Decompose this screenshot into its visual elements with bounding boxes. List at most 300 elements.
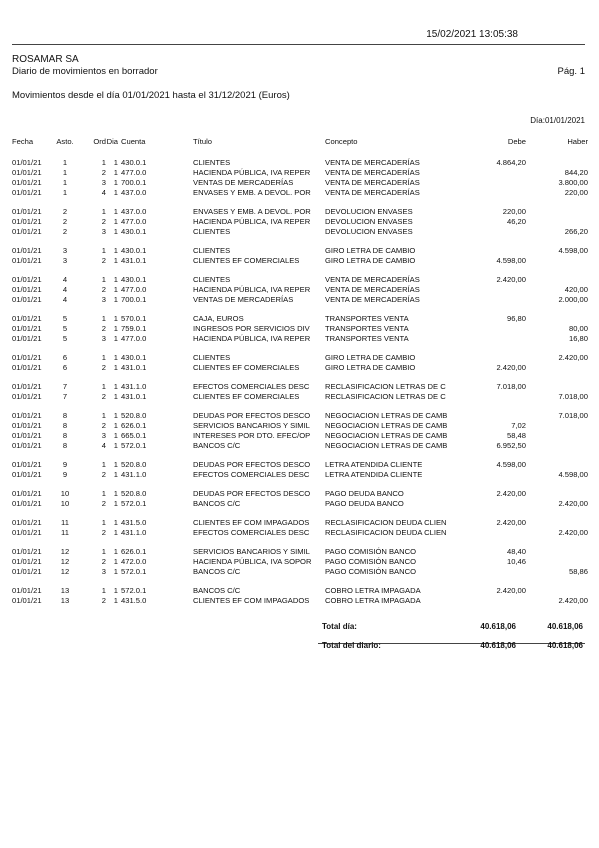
cell-debe	[466, 227, 526, 237]
cell-haber: 16,80	[568, 334, 588, 343]
table-row	[12, 246, 588, 256]
cell-orden: 2	[101, 557, 106, 566]
cell-titulo: CLIENTES	[193, 275, 231, 284]
cell-cuenta: 430.0.1	[121, 275, 147, 284]
cell-haber	[526, 314, 588, 324]
cell-concepto: DEVOLUCION ENVASES	[325, 217, 413, 226]
table-row	[12, 275, 588, 285]
cell-orden: 2	[101, 285, 106, 294]
cell-dia: 1	[113, 411, 118, 420]
table-row	[12, 285, 588, 295]
table-row	[12, 363, 588, 373]
cell-dia: 1	[113, 285, 118, 294]
page-number: Pág. 1	[557, 66, 585, 77]
cell-concepto: GIRO LETRA DE CAMBIO	[325, 246, 416, 255]
cell-haber: 2.000,00	[558, 295, 588, 304]
cell-dia: 1	[113, 547, 118, 556]
cell-titulo: EFECTOS COMERCIALES DESC	[193, 528, 310, 537]
table-row	[12, 256, 588, 266]
cell-dia: 1	[113, 557, 118, 566]
cell-fecha: 01/01/21	[12, 285, 42, 294]
cell-dia: 1	[113, 256, 118, 265]
cell-orden: 1	[101, 353, 106, 362]
entry-separator	[12, 198, 588, 207]
cell-haber: 7.018,00	[558, 392, 588, 401]
entry-separator	[12, 480, 588, 489]
cell-dia: 1	[113, 567, 118, 576]
cell-dia: 1	[113, 217, 118, 226]
cell-fecha: 01/01/21	[12, 334, 42, 343]
cell-orden: 4	[101, 441, 106, 450]
cell-haber: 3.800,00	[558, 178, 588, 187]
cell-haber: 2.420,00	[558, 528, 588, 537]
total-journal-debe: 40.618,06	[480, 641, 516, 650]
cell-cuenta: 570.0.1	[121, 314, 147, 323]
cell-orden: 1	[101, 246, 106, 255]
cell-concepto: RECLASIFICACION DEUDA CLIEN	[325, 528, 447, 537]
column-header-asto: Asto.	[56, 136, 74, 146]
cell-haber: 266,20	[564, 227, 588, 236]
cell-haber	[526, 421, 588, 431]
cell-concepto: GIRO LETRA DE CAMBIO	[325, 363, 416, 372]
cell-fecha: 01/01/21	[12, 392, 42, 401]
cell-fecha: 01/01/21	[12, 353, 42, 362]
cell-debe: 2.420,00	[496, 518, 526, 527]
cell-concepto: TRANSPORTES VENTA	[325, 314, 409, 323]
cell-asiento: 7	[62, 392, 68, 401]
cell-asiento: 1	[62, 178, 68, 187]
cell-orden: 3	[101, 567, 106, 576]
cell-titulo: CLIENTES	[193, 353, 231, 362]
cell-orden: 3	[101, 227, 106, 236]
column-header-fecha: Fecha	[12, 136, 34, 146]
cell-titulo: CAJA, EUROS	[193, 314, 244, 323]
cell-fecha: 01/01/21	[12, 178, 42, 187]
cell-titulo: BANCOS C/C	[193, 499, 241, 508]
cell-cuenta: 431.0.1	[121, 363, 147, 372]
cell-fecha: 01/01/21	[12, 207, 42, 216]
entry-separator	[12, 577, 588, 586]
cell-dia: 1	[113, 363, 118, 372]
cell-orden: 2	[101, 499, 106, 508]
cell-haber	[526, 557, 588, 567]
cell-dia: 1	[113, 518, 118, 527]
cell-concepto: NEGOCIACION LETRAS DE CAMB	[325, 421, 448, 430]
cell-cuenta: 700.0.1	[121, 295, 147, 304]
cell-debe: 4.598,00	[496, 256, 526, 265]
entry-separator	[12, 305, 588, 314]
cell-dia: 1	[113, 188, 118, 197]
cell-titulo: CLIENTES EF COMERCIALES	[193, 363, 300, 372]
cell-haber	[526, 158, 588, 168]
cell-asiento: 4	[62, 275, 68, 284]
cell-debe: 48,40	[506, 547, 526, 556]
cell-asiento: 2	[62, 217, 68, 226]
table-row	[12, 431, 588, 441]
table-row	[12, 499, 588, 509]
cell-haber	[526, 217, 588, 227]
column-header-dia: Dia	[106, 136, 118, 146]
cell-asiento: 12	[60, 557, 70, 566]
cell-fecha: 01/01/21	[12, 168, 42, 177]
cell-debe: 220,00	[502, 207, 526, 216]
cell-titulo: HACIENDA PÚBLICA, IVA REPER	[193, 285, 311, 294]
table-row	[12, 334, 588, 344]
cell-orden: 1	[101, 460, 106, 469]
cell-cuenta: 430.0.1	[121, 158, 147, 167]
cell-titulo: SERVICIOS BANCARIOS Y SIMIL	[193, 421, 310, 430]
cell-debe	[466, 334, 526, 344]
table-row	[12, 217, 588, 227]
cell-debe: 7,02	[511, 421, 526, 430]
cell-titulo: BANCOS C/C	[193, 586, 241, 595]
cell-fecha: 01/01/21	[12, 382, 42, 391]
cell-orden: 2	[101, 392, 106, 401]
cell-titulo: BANCOS C/C	[193, 441, 241, 450]
journal-table	[12, 136, 588, 606]
table-row	[12, 586, 588, 596]
cell-concepto: PAGO COMISIÓN BANCO	[325, 547, 416, 556]
cell-concepto: NEGOCIACION LETRAS DE CAMB	[325, 441, 448, 450]
cell-cuenta: 437.0.0	[121, 207, 147, 216]
cell-debe: 2.420,00	[496, 489, 526, 498]
cell-titulo: CLIENTES EF COMERCIALES	[193, 392, 300, 401]
cell-haber	[526, 547, 588, 557]
cell-fecha: 01/01/21	[12, 188, 42, 197]
cell-asiento: 7	[62, 382, 68, 391]
cell-orden: 2	[101, 421, 106, 430]
cell-orden: 1	[101, 314, 106, 323]
table-row	[12, 382, 588, 392]
cell-haber: 2.420,00	[558, 499, 588, 508]
cell-debe	[466, 528, 526, 538]
cell-dia: 1	[113, 314, 118, 323]
cell-orden: 1	[101, 518, 106, 527]
table-row	[12, 392, 588, 402]
cell-titulo: CLIENTES EF COM IMPAGADOS	[193, 518, 310, 527]
cell-haber	[526, 382, 588, 392]
cell-debe	[466, 470, 526, 480]
cell-cuenta: 431.5.0	[121, 596, 147, 605]
cell-asiento: 4	[62, 285, 68, 294]
cell-cuenta: 431.1.0	[121, 528, 147, 537]
table-row	[12, 227, 588, 237]
cell-titulo: HACIENDA PÚBLICA, IVA REPER	[193, 334, 311, 343]
cell-titulo: EFECTOS COMERCIALES DESC	[193, 382, 310, 391]
cell-fecha: 01/01/21	[12, 275, 42, 284]
cell-concepto: GIRO LETRA DE CAMBIO	[325, 256, 416, 265]
cell-fecha: 01/01/21	[12, 227, 42, 236]
cell-haber	[526, 518, 588, 528]
cell-concepto: DEVOLUCION ENVASES	[325, 207, 413, 216]
cell-haber	[526, 363, 588, 373]
cell-titulo: VENTAS DE MERCADERÍAS	[193, 295, 294, 304]
entry-separator	[12, 538, 588, 547]
cell-orden: 1	[101, 547, 106, 556]
cell-cuenta: 430.0.1	[121, 246, 147, 255]
cell-concepto: VENTA DE MERCADERÍAS	[325, 275, 420, 284]
cell-concepto: VENTA DE MERCADERÍAS	[325, 188, 420, 197]
cell-titulo: HACIENDA PÚBLICA, IVA REPER	[193, 168, 311, 177]
cell-concepto: VENTA DE MERCADERÍAS	[325, 178, 420, 187]
cell-asiento: 12	[60, 567, 70, 576]
cell-debe	[466, 285, 526, 295]
column-header-concepto: Concepto	[325, 136, 358, 146]
cell-cuenta: 520.8.0	[121, 411, 147, 420]
cell-orden: 2	[101, 256, 106, 265]
cell-debe: 58,48	[506, 431, 526, 440]
cell-dia: 1	[113, 470, 118, 479]
cell-orden: 3	[101, 178, 106, 187]
cell-dia: 1	[113, 324, 118, 333]
cell-dia: 1	[113, 178, 118, 187]
cell-concepto: DEVOLUCION ENVASES	[325, 227, 413, 236]
cell-dia: 1	[113, 334, 118, 343]
cell-titulo: DEUDAS POR EFECTOS DESCO	[193, 489, 311, 498]
cell-cuenta: 520.8.0	[121, 460, 147, 469]
cell-dia: 1	[113, 227, 118, 236]
table-row	[12, 411, 588, 421]
cell-orden: 1	[101, 158, 106, 167]
cell-titulo: CLIENTES EF COM IMPAGADOS	[193, 596, 310, 605]
day-header: Día:01/01/2021	[530, 116, 585, 125]
cell-haber: 58,86	[568, 567, 588, 576]
cell-concepto: NEGOCIACION LETRAS DE CAMB	[325, 431, 448, 440]
cell-cuenta: 626.0.1	[121, 421, 147, 430]
cell-cuenta: 431.5.0	[121, 518, 147, 527]
cell-fecha: 01/01/21	[12, 470, 42, 479]
cell-cuenta: 430.0.1	[121, 353, 147, 362]
cell-dia: 1	[113, 421, 118, 430]
header-divider	[12, 44, 585, 45]
cell-asiento: 8	[62, 421, 68, 430]
cell-titulo: INGRESOS POR SERVICIOS DIV	[193, 324, 310, 333]
cell-asiento: 4	[62, 295, 68, 304]
cell-cuenta: 431.0.1	[121, 256, 147, 265]
cell-asiento: 9	[62, 470, 68, 479]
cell-asiento: 13	[60, 586, 70, 595]
cell-debe: 96,80	[506, 314, 526, 323]
cell-fecha: 01/01/21	[12, 246, 42, 255]
entry-separator	[12, 509, 588, 518]
cell-titulo: CLIENTES EF COMERCIALES	[193, 256, 300, 265]
cell-dia: 1	[113, 295, 118, 304]
cell-cuenta: 572.0.1	[121, 441, 147, 450]
cell-debe: 46,20	[506, 217, 526, 226]
cell-dia: 1	[113, 460, 118, 469]
cell-haber: 7.018,00	[558, 411, 588, 420]
header-spacer	[12, 147, 588, 158]
cell-haber: 420,00	[564, 285, 588, 294]
cell-asiento: 2	[62, 207, 68, 216]
cell-fecha: 01/01/21	[12, 363, 42, 372]
period-description: Movimientos desde el día 01/01/2021 hasta el 31/12/2021 (Euros)	[12, 90, 290, 101]
cell-cuenta: 431.0.1	[121, 392, 147, 401]
cell-dia: 1	[113, 158, 118, 167]
cell-debe	[466, 411, 526, 421]
print-timestamp: 15/02/2021 13:05:38	[426, 29, 518, 40]
cell-cuenta: 477.0.0	[121, 285, 147, 294]
cell-asiento: 11	[61, 528, 69, 537]
cell-fecha: 01/01/21	[12, 596, 42, 605]
cell-haber	[526, 586, 588, 596]
cell-fecha: 01/01/21	[12, 295, 42, 304]
cell-asiento: 5	[62, 334, 68, 343]
cell-fecha: 01/01/21	[12, 217, 42, 226]
cell-fecha: 01/01/21	[12, 256, 42, 265]
cell-debe	[466, 188, 526, 198]
cell-concepto: PAGO COMISIÓN BANCO	[325, 567, 416, 576]
cell-debe	[466, 168, 526, 178]
cell-cuenta: 437.0.0	[121, 188, 147, 197]
entry-separator	[12, 266, 588, 275]
cell-asiento: 5	[62, 324, 68, 333]
cell-fecha: 01/01/21	[12, 460, 42, 469]
table-row	[12, 596, 588, 606]
cell-concepto: RECLASIFICACION DEUDA CLIEN	[325, 518, 447, 527]
table-header-row	[12, 136, 588, 147]
cell-orden: 2	[101, 596, 106, 605]
report-subtitle: Diario de movimientos en borrador	[12, 66, 158, 77]
table-row	[12, 353, 588, 363]
column-header-titulo: Título	[193, 136, 212, 146]
total-day-debe: 40.618,06	[480, 622, 516, 631]
cell-dia: 1	[113, 441, 118, 450]
entry-separator	[12, 402, 588, 411]
cell-orden: 1	[101, 489, 106, 498]
cell-cuenta: 572.0.1	[121, 567, 147, 576]
cell-titulo: DEUDAS POR EFECTOS DESCO	[193, 460, 311, 469]
cell-dia: 1	[113, 528, 118, 537]
cell-cuenta: 477.0.0	[121, 217, 147, 226]
cell-concepto: VENTA DE MERCADERÍAS	[325, 295, 420, 304]
cell-concepto: NEGOCIACION LETRAS DE CAMB	[325, 411, 448, 420]
table-row	[12, 518, 588, 528]
entry-separator	[12, 451, 588, 460]
cell-titulo: CLIENTES	[193, 158, 231, 167]
cell-titulo: VENTAS DE MERCADERÍAS	[193, 178, 294, 187]
cell-haber: 2.420,00	[558, 596, 588, 605]
column-header-ord: Ord	[93, 136, 106, 146]
table-row	[12, 314, 588, 324]
cell-titulo: CLIENTES	[193, 227, 231, 236]
cell-concepto: GIRO LETRA DE CAMBIO	[325, 353, 416, 362]
table-row	[12, 557, 588, 567]
cell-dia: 1	[113, 275, 118, 284]
cell-asiento: 10	[60, 489, 70, 498]
table-row	[12, 441, 588, 451]
cell-dia: 1	[113, 382, 118, 391]
table-row	[12, 207, 588, 217]
cell-cuenta: 431.1.0	[121, 470, 147, 479]
cell-concepto: PAGO DEUDA BANCO	[325, 489, 404, 498]
cell-dia: 1	[113, 353, 118, 362]
cell-debe: 6.952,50	[496, 441, 526, 450]
cell-dia: 1	[113, 596, 118, 605]
cell-concepto: VENTA DE MERCADERÍAS	[325, 158, 420, 167]
cell-concepto: LETRA ATENDIDA CLIENTE	[325, 460, 423, 469]
cell-haber	[526, 207, 588, 217]
cell-titulo: ENVASES Y EMB. A DEVOL. POR	[193, 207, 311, 216]
total-journal-haber: 40.618,06	[547, 641, 583, 650]
cell-concepto: LETRA ATENDIDA CLIENTE	[325, 470, 423, 479]
cell-concepto: COBRO LETRA IMPAGADA	[325, 596, 421, 605]
cell-fecha: 01/01/21	[12, 324, 42, 333]
cell-orden: 1	[101, 586, 106, 595]
total-journal-label: Total del diario:	[322, 641, 381, 650]
entry-separator	[12, 344, 588, 353]
table-row	[12, 489, 588, 499]
cell-debe	[466, 295, 526, 305]
cell-haber: 2.420,00	[558, 353, 588, 362]
cell-cuenta: 665.0.1	[121, 431, 147, 440]
cell-asiento: 13	[60, 596, 70, 605]
cell-asiento: 1	[62, 188, 68, 197]
cell-cuenta: 477.0.0	[121, 334, 147, 343]
cell-orden: 2	[101, 528, 106, 537]
cell-titulo: HACIENDA PÚBLICA, IVA REPER	[193, 217, 311, 226]
cell-cuenta: 572.0.1	[121, 499, 147, 508]
cell-concepto: VENTA DE MERCADERÍAS	[325, 285, 420, 294]
cell-asiento: 6	[62, 353, 68, 362]
entry-separator	[12, 237, 588, 246]
cell-asiento: 6	[62, 363, 68, 372]
table-row	[12, 528, 588, 538]
cell-orden: 2	[101, 324, 106, 333]
cell-debe	[466, 499, 526, 509]
cell-asiento: 11	[61, 518, 69, 527]
cell-titulo: INTERESES POR DTO. EFEC/OP	[193, 431, 311, 440]
cell-dia: 1	[113, 207, 118, 216]
cell-asiento: 1	[62, 158, 68, 167]
cell-asiento: 3	[62, 246, 68, 255]
cell-asiento: 9	[62, 460, 68, 469]
cell-haber: 220,00	[564, 188, 588, 197]
cell-cuenta: 759.0.1	[121, 324, 147, 333]
cell-debe: 2.420,00	[496, 586, 526, 595]
cell-cuenta: 700.0.1	[121, 178, 147, 187]
cell-cuenta: 572.0.1	[121, 586, 147, 595]
cell-cuenta: 431.1.0	[121, 382, 147, 391]
cell-fecha: 01/01/21	[12, 528, 42, 537]
cell-dia: 1	[113, 168, 118, 177]
cell-debe: 2.420,00	[496, 363, 526, 372]
cell-cuenta: 520.8.0	[121, 489, 147, 498]
column-header-cuenta: Cuenta	[121, 136, 146, 146]
cell-debe	[466, 567, 526, 577]
cell-dia: 1	[113, 499, 118, 508]
cell-haber	[526, 256, 588, 266]
cell-dia: 1	[113, 431, 118, 440]
table-row	[12, 460, 588, 470]
table-row	[12, 158, 588, 168]
column-header-haber: Haber	[567, 136, 588, 146]
cell-haber	[526, 460, 588, 470]
cell-asiento: 12	[60, 547, 70, 556]
cell-fecha: 01/01/21	[12, 586, 42, 595]
cell-fecha: 01/01/21	[12, 557, 42, 566]
cell-debe	[466, 324, 526, 334]
cell-cuenta: 430.0.1	[121, 227, 147, 236]
cell-dia: 1	[113, 489, 118, 498]
cell-fecha: 01/01/21	[12, 489, 42, 498]
table-row	[12, 178, 588, 188]
cell-debe: 10,46	[506, 557, 526, 566]
cell-debe	[466, 353, 526, 363]
table-row	[12, 421, 588, 431]
journal-rows	[12, 147, 588, 606]
cell-titulo: CLIENTES	[193, 246, 231, 255]
